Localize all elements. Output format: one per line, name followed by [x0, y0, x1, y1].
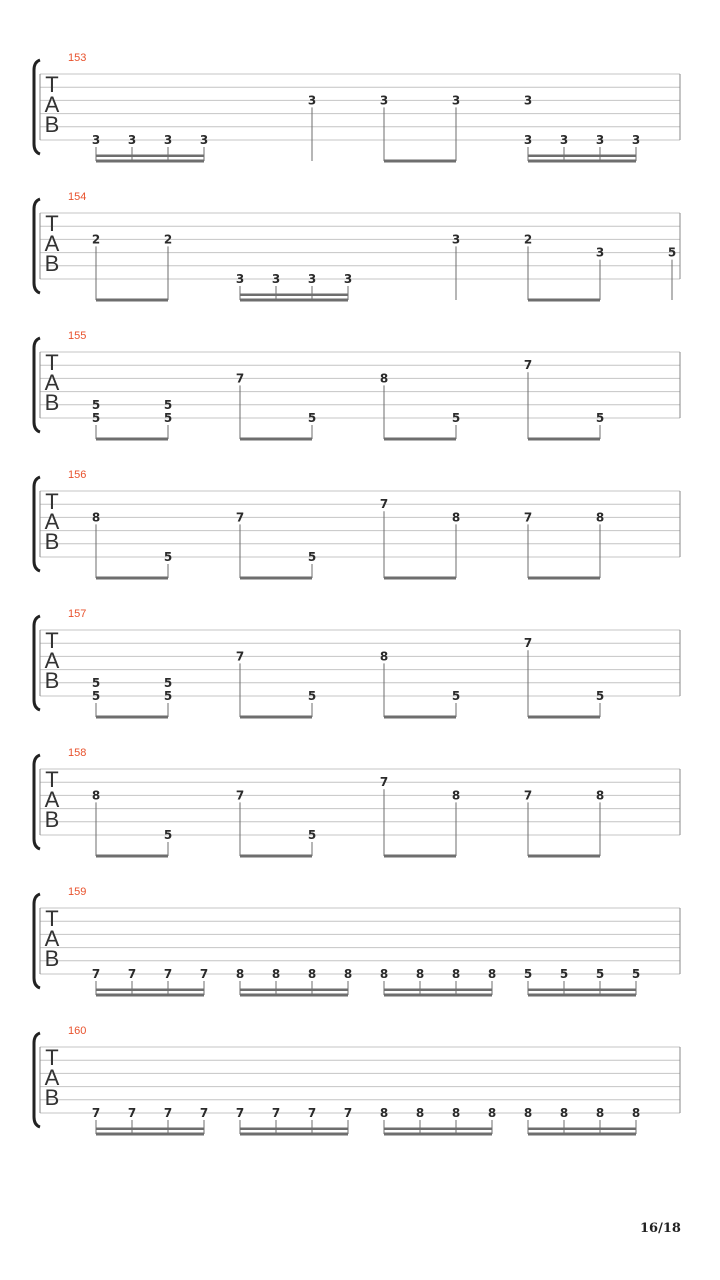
fret-number: 3 [451, 93, 461, 108]
system-bracket [34, 1033, 40, 1127]
fret-number: 8 [523, 1106, 533, 1120]
tab-clef-letter: T [45, 767, 59, 792]
fret-number: 5 [163, 411, 173, 425]
fret-number: 7 [199, 1106, 209, 1120]
fret-number: 8 [415, 1106, 425, 1120]
tab-clef-letter: A [44, 926, 60, 951]
fret-number: 8 [379, 967, 389, 981]
fret-number: 8 [379, 1106, 389, 1120]
beam-secondary [528, 989, 636, 992]
measure-number: 157 [68, 608, 87, 620]
beam [96, 994, 204, 997]
fret-number: 3 [523, 133, 533, 147]
fret-number: 5 [307, 411, 317, 425]
measure-number: 156 [68, 469, 87, 481]
beam [96, 438, 168, 441]
tab-clef-letter: B [44, 668, 60, 693]
beam [96, 160, 204, 163]
beam-secondary [96, 989, 204, 992]
fret-number: 8 [91, 788, 101, 803]
beam [240, 855, 312, 858]
beam [240, 716, 312, 719]
fret-number: 2 [163, 232, 173, 247]
beam-secondary [528, 155, 636, 158]
fret-number: 7 [199, 967, 209, 981]
fret-number: 7 [307, 1106, 317, 1120]
beam-secondary [96, 155, 204, 158]
beam-secondary [240, 294, 348, 297]
fret-number: 7 [379, 775, 389, 790]
fret-number: 5 [595, 967, 605, 981]
fret-number: 5 [667, 245, 677, 260]
fret-number: 7 [163, 1106, 173, 1120]
system-bracket [34, 338, 40, 432]
tab-clef-letter: B [44, 946, 60, 971]
fret-number: 5 [307, 550, 317, 564]
beam [528, 160, 636, 163]
tab-clef-letter: T [45, 489, 59, 514]
beam-secondary [384, 989, 492, 992]
fret-number: 5 [307, 689, 317, 703]
system-bracket [34, 199, 40, 293]
fret-number: 7 [235, 510, 245, 525]
system-bracket [34, 755, 40, 849]
system-bracket [34, 894, 40, 988]
fret-number: 8 [487, 967, 497, 981]
tab-clef-letter: A [44, 787, 60, 812]
fret-number: 5 [163, 689, 173, 703]
beam [528, 577, 600, 580]
beam-secondary [240, 989, 348, 992]
beam [528, 438, 600, 441]
tab-clef-letter: T [45, 1045, 59, 1070]
tab-clef-letter: B [44, 807, 60, 832]
fret-number: 8 [451, 788, 461, 803]
beam [384, 994, 492, 997]
staff-system-155 [34, 330, 680, 441]
beam [96, 855, 168, 858]
staff-system-160 [34, 1025, 680, 1136]
fret-number: 7 [127, 967, 137, 981]
fret-number: 3 [379, 93, 389, 108]
measure-number: 160 [68, 1025, 87, 1037]
page-number: 16/18 [640, 1221, 681, 1236]
fret-number: 3 [127, 133, 137, 147]
fret-number: 3 [595, 133, 605, 147]
measure-number: 153 [68, 52, 87, 64]
tab-clef-letter: B [44, 529, 60, 554]
beam [240, 994, 348, 997]
beam [384, 577, 456, 580]
beam-secondary [240, 1128, 348, 1131]
fret-number: 5 [163, 397, 173, 412]
beam [384, 160, 456, 163]
fret-number: 5 [595, 411, 605, 425]
fret-number: 3 [595, 245, 605, 260]
fret-number: 3 [523, 93, 533, 108]
tab-clef-letter: A [44, 370, 60, 395]
beam-secondary [528, 1128, 636, 1131]
fret-number: 7 [523, 358, 533, 373]
fret-number: 8 [271, 967, 281, 981]
tab-clef-letter: T [45, 350, 59, 375]
fret-number: 8 [487, 1106, 497, 1120]
system-bracket [34, 477, 40, 571]
tab-clef-letter: T [45, 628, 59, 653]
fret-number: 3 [559, 133, 569, 147]
beam [240, 438, 312, 441]
beam [240, 577, 312, 580]
tab-clef-letter: A [44, 1065, 60, 1090]
fret-number: 8 [415, 967, 425, 981]
fret-number: 8 [451, 1106, 461, 1120]
fret-number: 5 [559, 967, 569, 981]
beam [240, 299, 348, 302]
fret-number: 8 [631, 1106, 641, 1120]
fret-number: 7 [163, 967, 173, 981]
fret-number: 7 [91, 1106, 101, 1120]
beam [384, 1133, 492, 1136]
fret-number: 3 [631, 133, 641, 147]
fret-number: 7 [523, 510, 533, 525]
tab-clef-letter: A [44, 231, 60, 256]
beam [528, 994, 636, 997]
fret-number: 8 [595, 1106, 605, 1120]
tab-clef-letter: T [45, 211, 59, 236]
beam [240, 1133, 348, 1136]
beam [384, 855, 456, 858]
fret-number: 5 [91, 675, 101, 690]
fret-number: 8 [379, 371, 389, 386]
fret-number: 7 [343, 1106, 353, 1120]
beam [528, 299, 600, 302]
fret-number: 8 [379, 649, 389, 664]
tab-clef-letter: B [44, 251, 60, 276]
beam [96, 299, 168, 302]
fret-number: 5 [307, 828, 317, 842]
measure-number: 159 [68, 886, 87, 898]
measure-number: 155 [68, 330, 87, 342]
fret-number: 3 [199, 133, 209, 147]
tab-clef-letter: B [44, 390, 60, 415]
fret-number: 3 [451, 232, 461, 247]
fret-number: 2 [91, 232, 101, 247]
tab-clef-letter: B [44, 1085, 60, 1110]
measure-number: 154 [68, 191, 87, 203]
tab-clef-letter: T [45, 72, 59, 97]
fret-number: 5 [163, 550, 173, 564]
fret-number: 5 [631, 967, 641, 981]
fret-number: 5 [91, 689, 101, 703]
fret-number: 8 [559, 1106, 569, 1120]
fret-number: 7 [235, 788, 245, 803]
tab-clef-letter: T [45, 906, 59, 931]
fret-number: 7 [523, 788, 533, 803]
beam [384, 438, 456, 441]
fret-number: 8 [595, 510, 605, 525]
fret-number: 7 [235, 371, 245, 386]
fret-number: 7 [523, 636, 533, 651]
fret-number: 5 [163, 828, 173, 842]
system-bracket [34, 60, 40, 154]
fret-number: 8 [91, 510, 101, 525]
fret-number: 8 [451, 967, 461, 981]
fret-number: 8 [595, 788, 605, 803]
fret-number: 7 [271, 1106, 281, 1120]
staff-system-153 [34, 52, 680, 163]
tab-clef-letter: A [44, 92, 60, 117]
fret-number: 5 [451, 689, 461, 703]
fret-number: 8 [235, 967, 245, 981]
fret-number: 7 [127, 1106, 137, 1120]
beam [528, 716, 600, 719]
fret-number: 8 [343, 967, 353, 981]
fret-number: 5 [523, 967, 533, 981]
fret-number: 7 [379, 497, 389, 512]
fret-number: 5 [91, 397, 101, 412]
beam [96, 716, 168, 719]
beam [528, 1133, 636, 1136]
beam [528, 855, 600, 858]
staff-system-157 [34, 608, 680, 719]
fret-number: 3 [271, 272, 281, 286]
tab-clef-letter: B [44, 112, 60, 137]
beam-secondary [96, 1128, 204, 1131]
fret-number: 5 [595, 689, 605, 703]
fret-number: 5 [451, 411, 461, 425]
system-bracket [34, 616, 40, 710]
fret-number: 7 [235, 649, 245, 664]
beam-secondary [384, 1128, 492, 1131]
fret-number: 3 [307, 272, 317, 286]
staff-system-158 [34, 747, 680, 858]
fret-number: 3 [307, 93, 317, 108]
tab-clef-letter: A [44, 648, 60, 673]
fret-number: 7 [235, 1106, 245, 1120]
fret-number: 3 [343, 272, 353, 286]
beam [96, 577, 168, 580]
staff-system-154 [34, 191, 680, 302]
fret-number: 8 [451, 510, 461, 525]
fret-number: 5 [163, 675, 173, 690]
fret-number: 3 [235, 272, 245, 286]
tab-clef-letter: A [44, 509, 60, 534]
fret-number: 7 [91, 967, 101, 981]
fret-number: 3 [91, 133, 101, 147]
staff-system-159 [34, 886, 680, 997]
fret-number: 5 [91, 411, 101, 425]
beam [96, 1133, 204, 1136]
fret-number: 2 [523, 232, 533, 247]
fret-number: 8 [307, 967, 317, 981]
measure-number: 158 [68, 747, 87, 759]
staff-system-156 [34, 469, 680, 580]
beam [384, 716, 456, 719]
fret-number: 3 [163, 133, 173, 147]
